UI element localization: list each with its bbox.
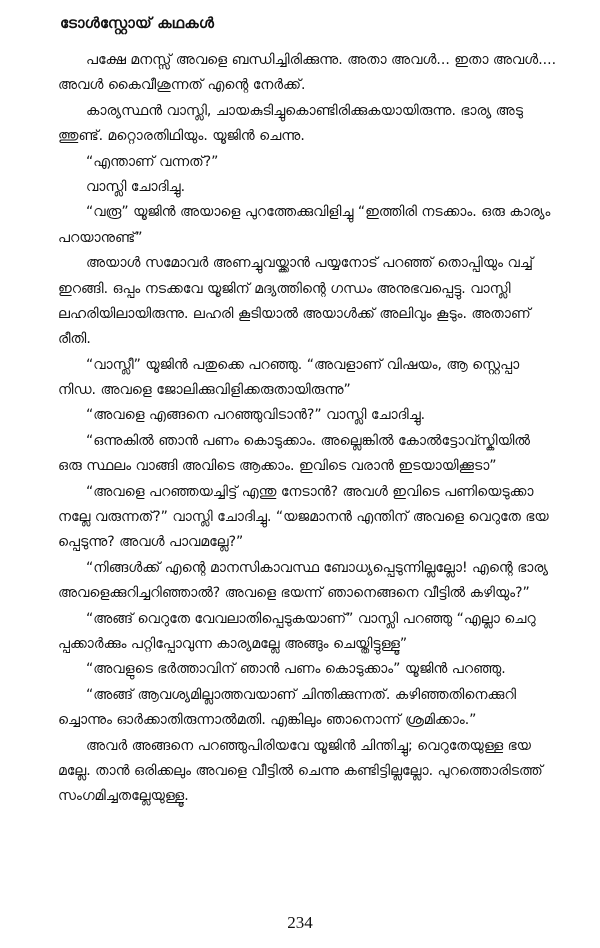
text-line: “വരൂ” യൂജിൻ അയാളെ പുറത്തേക്കുവിളിച്ചു “ഇത്തിരി നടക്കാം. ഒരു കാര്യം — [86, 204, 551, 221]
text-line: നല്ലേ വരുന്നത്?” വാസ്ലി ചോദിച്ചു. “യജമാനൻ എന്തിന് അവളെ വെറുതേ ഭയ — [58, 509, 549, 526]
text-line: ച്ചൊന്നും ഓർക്കാതിരുന്നാൽമതി. എങ്കിലും ഞാനൊന്ന് ശ്രമിക്കാം.” — [58, 712, 477, 729]
text-line: ഇറങ്ങി. ഒപ്പം നടക്കവേ യൂജിന് മദ്യത്തിന്റെ ഗന്ധം അനുഭവപ്പെട്ടു. വാസ്ലി — [58, 280, 511, 297]
body-text — [58, 48, 566, 810]
text-line: പ്പക്കാർക്കും പറ്റിപ്പോവുന്ന കാര്യമല്ലേ അങ്ങും ചെയ്തിട്ടുള്ളൂ” — [58, 635, 408, 652]
text-line: അവർ അങ്ങനെ പറഞ്ഞുപിരിയവേ യൂജിൻ ചിന്തിച്ചു; വെറുതേയുള്ള ഭയ — [86, 737, 531, 754]
text-line: “അങ്ങ് ആവശ്യമില്ലാത്തവയാണ് ചിന്തിക്കുന്നത്. കഴിഞ്ഞതിനെക്കുറി — [86, 686, 517, 703]
text-line: നിഡ. അവളെ ജോലിക്കുവിളിക്കരുതായിരുന്നു” — [58, 382, 351, 399]
text-line: അയാൾ സമോവർ അണച്ചുവയ്ക്കാൻ പയ്യനോട് പറഞ്ഞ് തൊപ്പിയും വച്ച് — [86, 255, 533, 272]
text-line: “എന്താണ് വന്നത്?” — [86, 153, 219, 170]
text-line: “ഒന്നുകിൽ ഞാൻ പണം കൊടുക്കാം. അല്ലെങ്കിൽ കോൽട്ടോവ്സ്കിയിൽ — [86, 432, 530, 449]
text-line: “അവളെ എങ്ങനെ പറഞ്ഞുവിടാൻ?” വാസ്ലി ചോദിച്ചു. — [86, 407, 426, 424]
text-line: ലഹരിയിലായിരുന്നു. ലഹരി കൂടിയാൽ അയാൾക്ക് അലിവും കൂടും. അതാണ് — [58, 305, 531, 322]
running-head: ടോൾസ്റ്റോയ് കഥകൾ — [60, 14, 215, 32]
text-line: അവളെക്കുറിച്ചറിഞ്ഞാൽ? അവളെ ഭയന്ന് ഞാനെങ്ങനെ വീട്ടിൽ കഴിയും?” — [58, 585, 530, 602]
text-line: പ്പെടുന്നു? അവൾ പാവമല്ലേ?” — [58, 534, 244, 551]
page-number: 234 — [287, 913, 313, 932]
text-line: വാസ്ലി ചോദിച്ചു. — [86, 178, 186, 195]
text-line: അവൾ കൈവീശുന്നത് എന്റെ നേർക്ക്. — [58, 77, 306, 94]
text-line: “അവളെ പറഞ്ഞയച്ചിട്ട് എന്തു നേടാൻ? അവൾ ഇവിടെ പണിയെടുക്കാ — [86, 483, 534, 500]
text-line: “അവളുടെ ഭർത്താവിന് ഞാൻ പണം കൊടുക്കാം” യൂജിൻ പറഞ്ഞു. — [86, 661, 506, 678]
text-line: കാര്യസ്ഥൻ വാസ്ലി, ചായകുടിച്ചുകൊണ്ടിരിക്കുകയായിരുന്നു. ഭാര്യ അടു — [86, 102, 523, 119]
text-line: ഒരു സ്ഥലം വാങ്ങി അവിടെ ആക്കാം. ഇവിടെ വരാൻ ഇടയായിക്കൂടാ” — [58, 458, 497, 475]
text-line: “അങ്ങ് വെറുതേ വേവലാതിപ്പെടുകയാണ്” വാസ്ലി പറഞ്ഞു “എല്ലാ ചെറു — [86, 610, 536, 627]
text-line: രീതി. — [58, 331, 91, 348]
text-line: ത്തുണ്ട്. മറ്റൊരതിഥിയും. യൂജിൻ ചെന്നു. — [58, 128, 305, 145]
text-line: പറയാനുണ്ട്” — [58, 229, 143, 246]
text-line: പക്ഷേ മനസ്സ് അവളെ ബന്ധിച്ചിരിക്കുന്നു. അതാ അവൾ... ഇതാ അവൾ.... — [86, 52, 557, 68]
text-line: “വാസ്ലീ” യൂജിൻ പതുക്കെ പറഞ്ഞു. “അവളാണ് വിഷയം, ആ സ്റ്റെപ്പാ — [86, 356, 520, 373]
text-line: സംഗമിച്ചതല്ലേയുള്ളൂ. — [58, 788, 189, 805]
text-line: “നിങ്ങൾക്ക് എന്റെ മാനസികാവസ്ഥ ബോധ്യപ്പെടുന്നില്ലല്ലോ! എന്റെ ഭാര്യ — [86, 559, 549, 576]
text-line: മല്ലേ. താൻ ഒരിക്കലും അവളെ വീട്ടിൽ ചെന്നു കണ്ടിട്ടില്ലല്ലോ. പുറത്തൊരിടത്ത് — [58, 762, 543, 779]
